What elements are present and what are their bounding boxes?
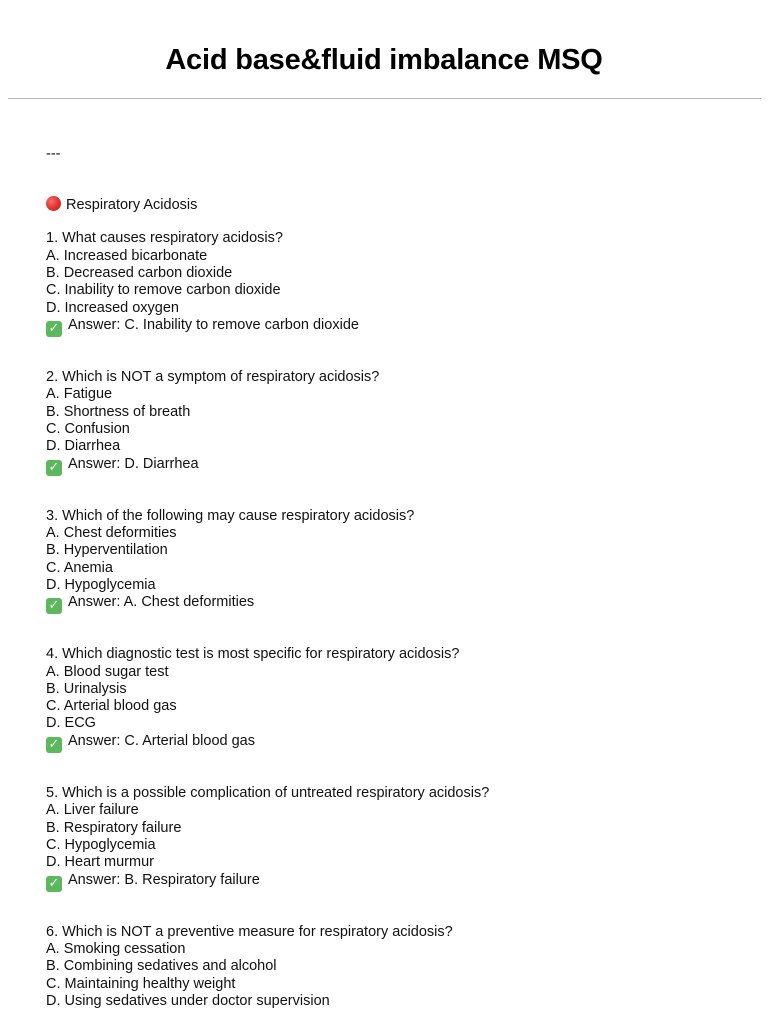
question-text: 3. Which of the following may cause respiratory acidosis? <box>46 508 415 524</box>
option-d: D. Heart murmur <box>46 854 154 870</box>
answer-text: Answer: C. Arterial blood gas <box>68 733 255 749</box>
answer-text: Answer: A. Chest deformities <box>68 594 255 610</box>
option-a: A. Fatigue <box>46 386 113 402</box>
answer-line <box>46 317 359 337</box>
red-circle-icon <box>46 196 61 211</box>
separator-text: --- <box>46 146 61 162</box>
check-mark-icon: ✓ <box>46 737 62 753</box>
check-mark-icon: ✓ <box>46 460 62 476</box>
option-a: A. Liver failure <box>46 802 139 818</box>
option-c: C. Anemia <box>46 560 113 576</box>
answer-text: Answer: D. Diarrhea <box>68 456 199 472</box>
option-c: C. Hypoglycemia <box>46 837 156 853</box>
option-a: A. Blood sugar test <box>46 664 169 680</box>
option-c: C. Inability to remove carbon dioxide <box>46 282 281 298</box>
answer-line <box>46 733 255 753</box>
option-b: B. Respiratory failure <box>46 820 182 836</box>
option-a: A. Increased bicarbonate <box>46 248 208 264</box>
check-mark-icon: ✓ <box>46 598 62 614</box>
check-mark-icon: ✓ <box>46 876 62 892</box>
option-c: C. Maintaining healthy weight <box>46 976 236 992</box>
section-heading <box>46 196 197 214</box>
answer-line <box>46 456 199 476</box>
check-mark-icon: ✓ <box>46 321 62 337</box>
question-text: 2. Which is NOT a symptom of respiratory acidosis? <box>46 369 380 385</box>
option-d: D. Using sedatives under doctor supervision <box>46 993 330 1009</box>
option-a: A. Smoking cessation <box>46 941 186 957</box>
option-b: B. Decreased carbon dioxide <box>46 265 233 281</box>
answer-text: Answer: C. Inability to remove carbon dioxide <box>68 317 359 333</box>
option-d: D. Increased oxygen <box>46 300 179 316</box>
option-c: C. Confusion <box>46 421 130 437</box>
option-d: D. Diarrhea <box>46 438 121 454</box>
option-d: D. Hypoglycemia <box>46 577 156 593</box>
option-b: B. Shortness of breath <box>46 404 191 420</box>
option-d: D. ECG <box>46 715 96 731</box>
answer-text: Answer: B. Respiratory failure <box>68 872 260 888</box>
option-b: B. Urinalysis <box>46 681 127 697</box>
title-divider <box>8 98 761 99</box>
option-b: B. Combining sedatives and alcohol <box>46 958 277 974</box>
option-c: C. Arterial blood gas <box>46 698 177 714</box>
answer-line <box>46 594 254 614</box>
question-text: 1. What causes respiratory acidosis? <box>46 230 283 246</box>
option-b: B. Hyperventilation <box>46 542 168 558</box>
section-title: Respiratory Acidosis <box>66 197 198 213</box>
answer-line <box>46 872 260 892</box>
option-a: A. Chest deformities <box>46 525 177 541</box>
question-text: 5. Which is a possible complication of untreated respiratory acidosis? <box>46 785 490 801</box>
question-text: 6. Which is NOT a preventive measure for respiratory acidosis? <box>46 924 453 940</box>
document-title: Acid base&fluid imbalance MSQ <box>165 44 603 76</box>
question-text: 4. Which diagnostic test is most specific for respiratory acidosis? <box>46 646 460 662</box>
